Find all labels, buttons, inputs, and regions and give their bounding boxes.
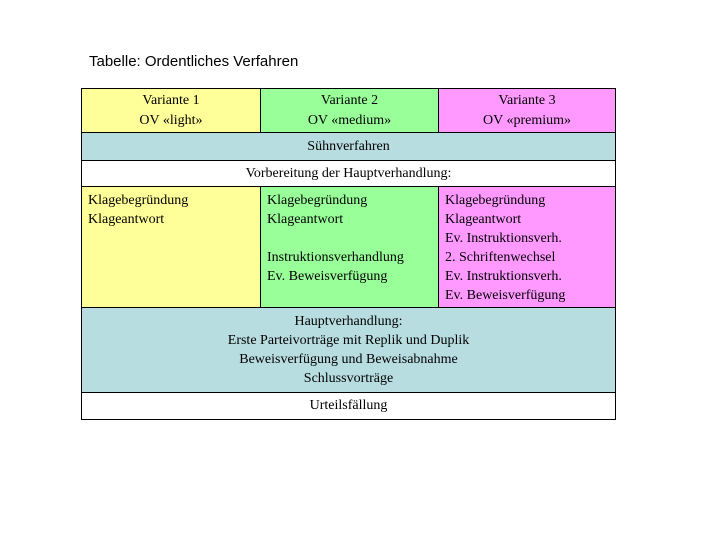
step: Ev. Beweisverfügung — [445, 288, 566, 303]
variant-3-label: OV «premium» — [482, 112, 571, 128]
variant-3-header — [438, 88, 616, 133]
urteil-label: Urteilsfällung — [309, 398, 388, 413]
hauptverhandlung-line: Beweisverfügung und Beweisabnahme — [239, 352, 458, 367]
hauptverhandlung-row — [81, 307, 616, 393]
variant-2-header — [260, 88, 439, 133]
step: Klageantwort — [267, 212, 344, 227]
variant-2-label: OV «medium» — [307, 112, 392, 128]
suehnverfahren-label: Sühnverfahren — [307, 138, 390, 154]
step: Klagebegründung — [445, 193, 546, 208]
variant-2-name: Variante 2 — [320, 92, 379, 108]
step: Klagebegründung — [267, 193, 368, 208]
step: Klagebegründung — [88, 193, 189, 208]
step: Klageantwort — [445, 212, 522, 227]
spacer — [267, 229, 432, 248]
variant-1-header — [81, 88, 261, 133]
step: Klageantwort — [88, 212, 165, 227]
variant-1-label: OV «light» — [139, 112, 203, 128]
variant-1-steps — [81, 186, 261, 308]
step: Ev. Beweisverfügung — [267, 269, 388, 284]
hauptverhandlung-heading: Hauptverhandlung: — [294, 314, 403, 329]
step: Instruktionsverhandlung — [267, 250, 404, 265]
variant-1-name: Variante 1 — [142, 92, 200, 108]
step: Ev. Instruktionsverh. — [445, 231, 562, 246]
hauptverhandlung-line: Erste Parteivorträge mit Replik und Duplik — [227, 333, 470, 348]
step: 2. Schriftenwechsel — [445, 250, 556, 265]
hauptverhandlung-line: Schlussvorträge — [303, 371, 394, 386]
variant-3-steps — [438, 186, 616, 308]
suehnverfahren-row — [81, 132, 616, 161]
step: Ev. Instruktionsverh. — [445, 269, 562, 284]
diagram-title: Tabelle: Ordentliches Verfahren — [89, 53, 299, 70]
procedure-table — [81, 88, 616, 420]
vorbereitung-label: Vorbereitung der Hauptverhandlung: — [245, 165, 452, 181]
variant-2-steps — [260, 186, 439, 308]
urteil-row — [81, 392, 616, 420]
vorbereitung-row — [81, 160, 616, 187]
variant-3-name: Variante 3 — [498, 92, 556, 108]
